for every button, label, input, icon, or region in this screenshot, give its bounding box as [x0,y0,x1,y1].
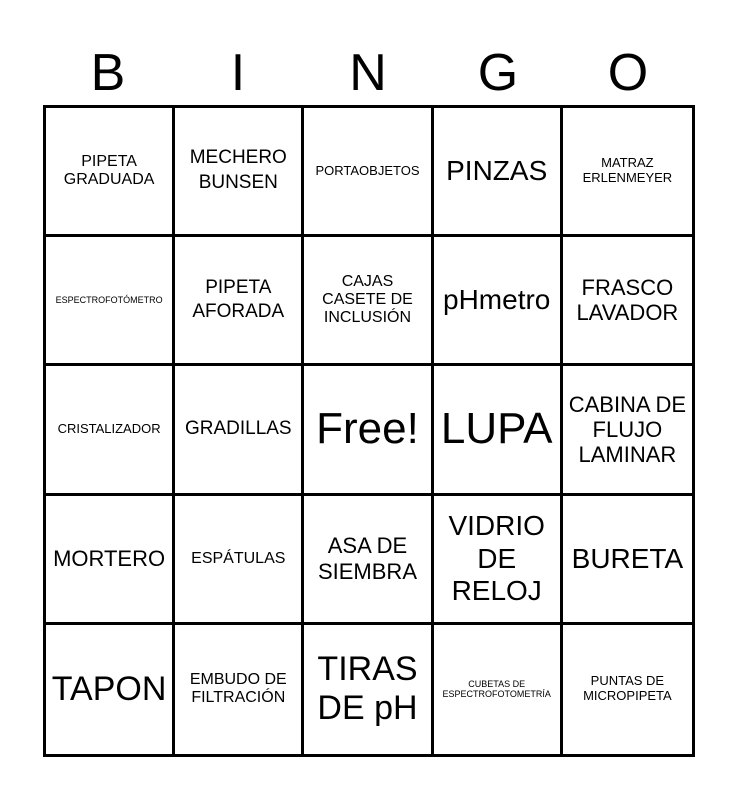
bingo-cell-label: VIDRIO DE RELOJ [448,510,545,606]
bingo-cell-label: BURETA [571,542,684,574]
bingo-cell-label: CABINA DE FLUJO LAMINAR [568,391,687,468]
bingo-cell-label: ESPÁTULAS [191,549,286,567]
bingo-cell-r5c2[interactable] [175,625,304,754]
bingo-cell-label: PIPETA GRADUADA [63,152,155,189]
bingo-cell-label: ASA DE SIEMBRA [317,533,417,584]
bingo-cell-r1c3[interactable] [304,108,433,237]
bingo-cell-r3c3[interactable] [304,366,433,495]
bingo-cell-r3c4[interactable] [434,366,563,495]
bingo-cell-r2c3[interactable] [304,237,433,366]
bingo-cell-r3c5[interactable] [563,366,692,495]
bingo-cell-r5c3[interactable] [304,625,433,754]
header-letter-g: G [477,44,519,102]
bingo-cell-r2c1[interactable] [46,237,175,366]
bingo-cell-r2c4[interactable] [434,237,563,366]
bingo-cell-r4c1[interactable] [46,496,175,625]
bingo-cell-label: GRADILLAS [184,418,292,440]
bingo-cell-label: CRISTALIZADOR [57,421,161,437]
bingo-cell-r4c3[interactable] [304,496,433,625]
bingo-cell-label: LUPA [440,404,553,454]
bingo-cell-label: PIPETA AFORADA [192,276,285,323]
bingo-cell-r5c4[interactable] [434,625,563,754]
bingo-cell-r1c1[interactable] [46,108,175,237]
bingo-cell-r1c4[interactable] [434,108,563,237]
bingo-cell-label: MECHERO BUNSEN [189,147,287,194]
bingo-header [43,40,693,106]
bingo-cell-label: MORTERO [53,546,166,572]
bingo-card [43,105,695,757]
bingo-cell-label: CAJAS CASETE DE INCLUSIÓN [322,272,413,327]
bingo-cell-r2c2[interactable] [175,237,304,366]
header-letter-b: B [90,44,126,102]
bingo-cell-label: TAPON [51,669,167,708]
bingo-cell-r1c5[interactable] [563,108,692,237]
bingo-cell-label: pHmetro [443,284,551,316]
bingo-cell-label: CUBETAS DE ESPECTROFOTOMETRÍA [442,679,551,700]
bingo-cell-label: PINZAS [446,155,548,186]
bingo-cell-label: Free! [316,404,419,454]
bingo-cell-r3c2[interactable] [175,366,304,495]
header-letter-i: I [230,44,246,102]
bingo-cell-r5c5[interactable] [563,625,692,754]
bingo-cell-r1c2[interactable] [175,108,304,237]
bingo-cell-r4c4[interactable] [434,496,563,625]
bingo-cell-label: TIRAS DE pH [317,650,418,728]
bingo-cell-label: PORTAOBJETOS [315,162,420,178]
bingo-cell-label: ESPECTROFOTÓMETRO [55,295,163,306]
bingo-cell-r3c1[interactable] [46,366,175,495]
bingo-cell-r5c1[interactable] [46,625,175,754]
bingo-cell-label: MATRAZ ERLENMEYER [582,155,673,186]
bingo-cell-r4c5[interactable] [563,496,692,625]
bingo-cell-label: EMBUDO DE FILTRACIÓN [189,671,287,707]
bingo-cell-r2c5[interactable] [563,237,692,366]
header-letter-o: O [607,44,649,102]
header-letter-n: N [349,44,387,102]
bingo-cell-label: FRASCO LAVADOR [576,274,679,326]
bingo-cell-label: PUNTAS DE MICROPIPETA [583,673,672,704]
bingo-cell-r4c2[interactable] [175,496,304,625]
